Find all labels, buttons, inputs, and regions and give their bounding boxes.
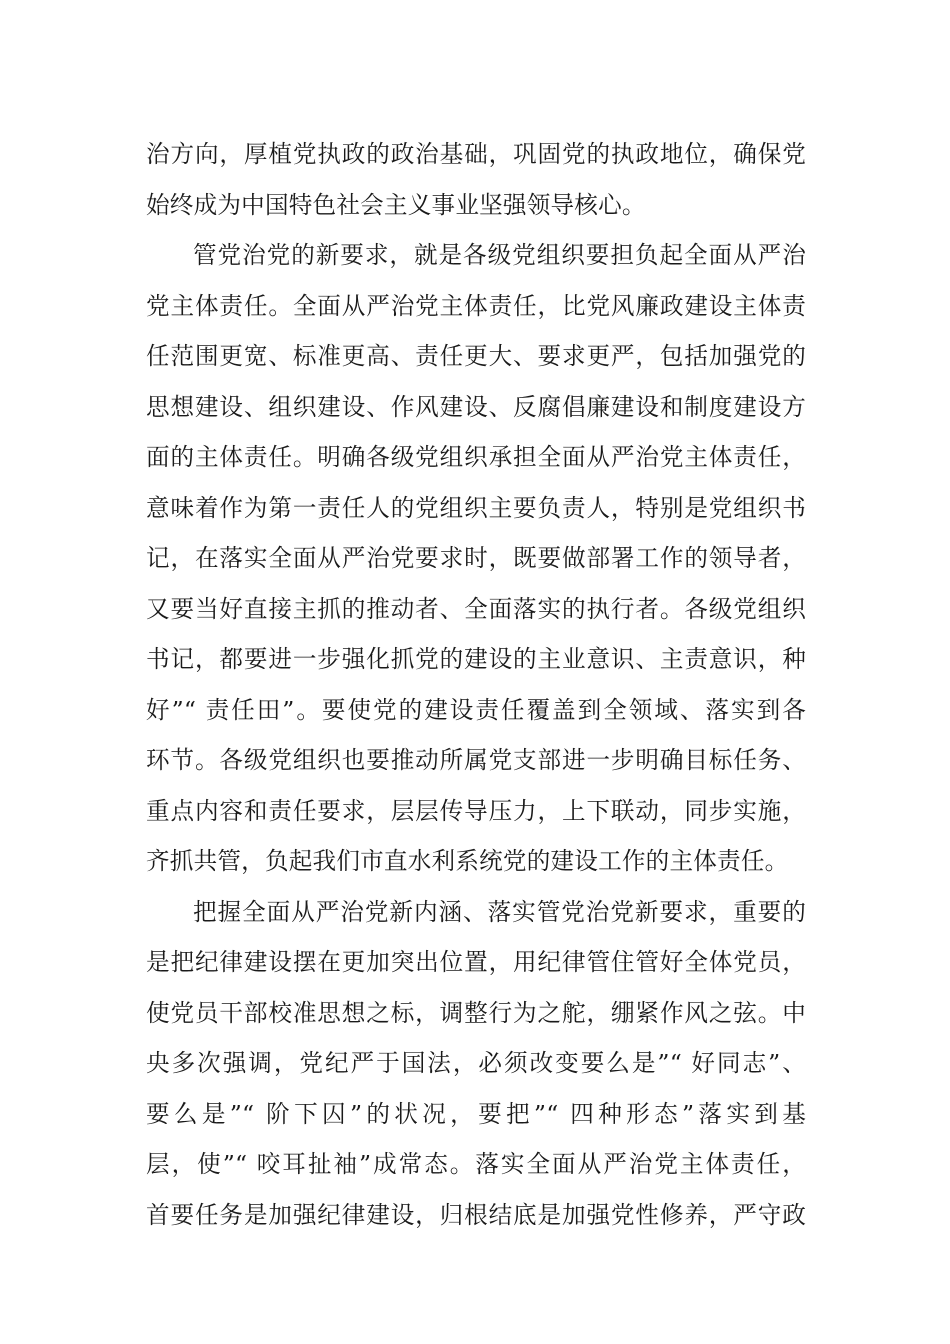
text-line: 齐抓共管，负起我们市直水利系统党的建设工作的主体责任。 <box>146 847 789 875</box>
text-line: 意味着作为第一责任人的党组织主要负责人，特别是党组织书 <box>146 493 806 522</box>
paragraph <box>146 887 806 1241</box>
text-line: 书记，都要进一步强化抓党的建设的主业意识、主责意识，种 <box>146 645 806 673</box>
text-line: 始终成为中国特色社会主义事业坚强领导核心。 <box>146 190 646 219</box>
text-line: 环节。各级党组织也要推动所属党支部进一步明确目标任务、 <box>146 746 806 774</box>
text-line: 记，在落实全面从严治党要求时，既要做部署工作的领导者， <box>146 544 806 572</box>
text-line: 首要任务是加强纪律建设，归根结底是加强党性修养，严守政 <box>146 1200 806 1229</box>
text-line: 是把纪律建设摆在更加突出位置，用纪律管住管好全体党员， <box>146 948 806 976</box>
text-line: 任范围更宽、标准更高、责任更大、要求更严，包括加强党的 <box>146 342 806 370</box>
text-line: 治方向，厚植党执政的政治基础，巩固党的执政地位，确保党 <box>146 140 806 168</box>
text-line: 央多次强调，党纪严于国法，必须改变要么是”“ 好同志”、 <box>146 1049 806 1077</box>
paragraph <box>146 230 806 887</box>
text-line: 使党员干部校准思想之标，调整行为之舵，绷紧作风之弦。中 <box>146 998 806 1027</box>
document-page <box>146 129 806 1240</box>
text-line: 层，使”“ 咬耳扯袖”成常态。落实全面从严治党主体责任， <box>146 1150 806 1178</box>
paragraph <box>146 129 806 230</box>
text-line: 思想建设、组织建设、作风建设、反腐倡廉建设和制度建设方 <box>146 392 806 421</box>
text-line: 面的主体责任。明确各级党组织承担全面从严治党主体责任， <box>146 443 806 471</box>
text-line: 要么是”“ 阶下囚”的状况，要把”“ 四种形态”落实到基 <box>146 1099 806 1128</box>
text-line: 党主体责任。全面从严治党主体责任，比党风廉政建设主体责 <box>146 291 806 320</box>
text-line: 又要当好直接主抓的推动者、全面落实的执行者。各级党组织 <box>146 594 806 623</box>
text-line: 好”“ 责任田”。要使党的建设责任覆盖到全领域、落实到各 <box>146 695 806 724</box>
text-line: 重点内容和责任要求，层层传导压力，上下联动，同步实施， <box>146 796 806 825</box>
text-line: 管党治党的新要求，就是各级党组织要担负起全面从严治 <box>193 241 806 269</box>
text-line: 把握全面从严治党新内涵、落实管党治党新要求，重要的 <box>193 897 806 926</box>
